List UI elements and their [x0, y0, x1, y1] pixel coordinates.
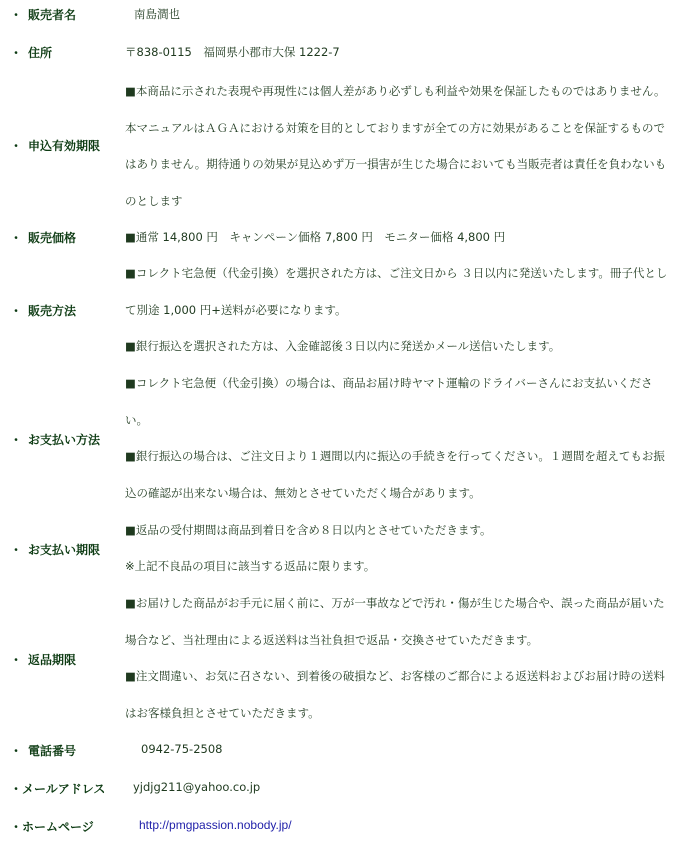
value-seller: 南島澗也	[134, 7, 180, 21]
homepage-link[interactable]: http://pmgpassion.nobody.jp/	[139, 818, 292, 832]
sales-method-para2: ■銀行振込を選択された方は、入金確認後３日以内に発送かメール送信いたします。	[125, 339, 561, 353]
return-deadline-para1: ■お届けした商品がお手元に届く前に、万が一事故などで汚れ・傷が生じた場合や、誤った商品が届いた場合など、当社理由による返送料は当社負担で返品・交換させていただきます。	[125, 596, 665, 647]
value-price: ■通常 14,800 円 キャンペーン価格 7,800 円 モニター価格 4,800 円	[125, 230, 506, 244]
label-payment-deadline: お支払い期限	[28, 543, 101, 557]
bullet: ・	[10, 543, 23, 557]
label-return-deadline: 返品期限	[28, 653, 77, 667]
value-email: yjdjg211@yahoo.co.jp	[133, 780, 261, 794]
validity-text: ■本商品に示された表現や再現性には個人差があり必ずしも利益や効果を保証したものではありません。本マニュアルはＡＧＡにおける対策を目的としておりますが全ての方に効果があることを保証するものではありません。期待通りの効果が見込めず万一損害が生じた場合においても当販売者は責任を負わないものとします	[125, 84, 667, 208]
payment-deadline-para2: ※上記不良品の項目に該当する返品に限ります。	[125, 559, 376, 573]
bullet: ・	[10, 139, 23, 153]
label-sales-method: 販売方法	[28, 304, 77, 318]
label-email: メールアドレス	[22, 782, 106, 796]
label-homepage: ホームページ	[22, 820, 94, 834]
payment-deadline-para1: ■返品の受付期間は商品到着日を含め８日以内とさせていただきます。	[125, 523, 492, 537]
sales-method-para1: ■コレクト宅急便（代金引換）を選択された方は、ご注文日から ３日以内に発送いたします。冊子代として別途 1,000 円+送料が必要になります。	[125, 266, 668, 317]
payment-method-para2: ■銀行振込の場合は、ご注文日より１週間以内に振込の手続きを行ってください。１週間を超えてもお振込の確認が出来ない場合は、無効とさせていただく場合があります。	[125, 449, 665, 500]
bullet: ・	[10, 820, 23, 834]
bullet: ・	[10, 46, 23, 60]
label-validity: 申込有効期限	[28, 139, 101, 153]
payment-method-para1: ■コレクト宅急便（代金引換）の場合は、商品お届け時ヤマト運輸のドライバーさんにお支払いください。	[125, 376, 653, 427]
label-seller: 販売者名	[28, 8, 77, 22]
label-payment-method: お支払い方法	[28, 433, 101, 447]
bullet: ・	[10, 304, 23, 318]
return-deadline-para2: ■注文間違い、お気に召さない、到着後の破損など、お客様のご都合による返送料およびお届け時の送料はお客様負担とさせていただきます。	[125, 669, 665, 720]
value-phone: 0942-75-2508	[141, 742, 223, 756]
label-address: 住所	[28, 46, 53, 60]
bullet: ・	[10, 782, 23, 796]
bullet: ・	[10, 744, 23, 758]
value-address: 〒838-0115 福岡県小郡市大保 1222-7	[125, 45, 340, 59]
bullet: ・	[10, 8, 23, 22]
label-price: 販売価格	[28, 231, 77, 245]
bullet: ・	[10, 433, 23, 447]
label-phone: 電話番号	[28, 744, 77, 758]
bullet: ・	[10, 231, 23, 245]
bullet: ・	[10, 653, 23, 667]
